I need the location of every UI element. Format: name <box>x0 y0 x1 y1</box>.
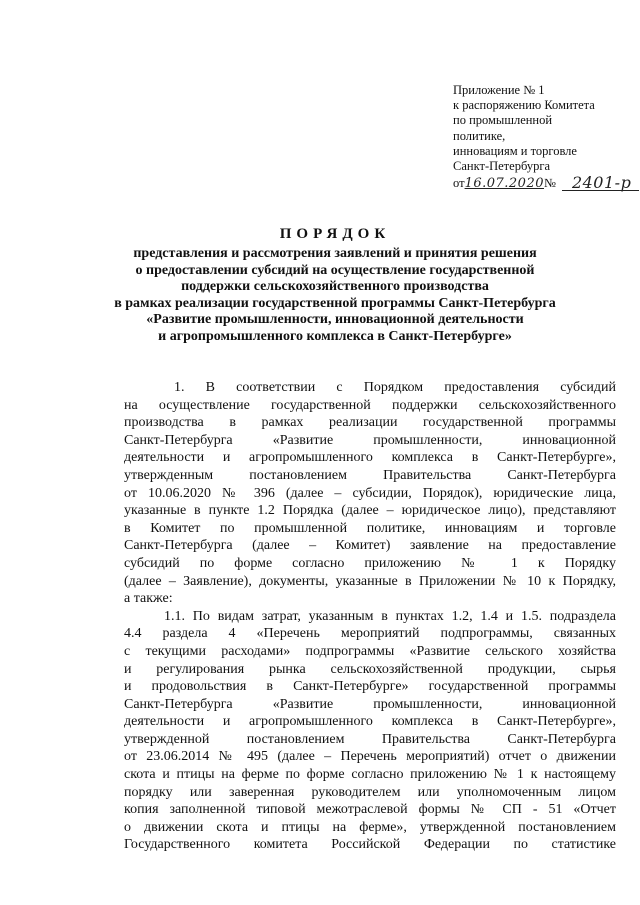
body-line: с текущими расходами» подпрограммы «Развитие сельского хозяйства <box>124 643 616 659</box>
body-line: указанные в пункте 1.2 Порядка (далее – юридическое лицо), представляют <box>124 503 616 519</box>
body-line: а также: <box>124 591 173 607</box>
appendix-line: политике, <box>453 128 506 143</box>
body-line: утвержденным постановлением Правительства Санкт-Петербурга <box>124 467 616 483</box>
body-line: (далее – Заявление), документы, указанные в Приложении № 10 к Порядку, <box>124 573 616 589</box>
document-title <box>100 224 570 346</box>
body-line: порядку или заверенная руководителем или уполномоченным лицом <box>124 784 616 800</box>
body-line: и регулирования рынка сельскохозяйственной продукции, сырья <box>124 661 616 677</box>
order-heading: ПОРЯДОК <box>279 226 391 242</box>
body-line: на осуществление государственной поддержки сельскохозяйственного <box>124 397 616 413</box>
body-line: от 10.06.2020 № 396 (далее – субсидии, Порядок), юридические лица, <box>124 485 616 501</box>
title-line: поддержки сельскохозяйственного производства <box>181 279 489 295</box>
body-line: в Комитет по промышленной политике, инновациям и торговле <box>124 520 616 536</box>
title-line: «Развитие промышленности, инновационной деятельности <box>146 312 524 328</box>
body-line: 4.4 раздела 4 «Перечень мероприятий подпрограммы, связанных <box>124 626 616 642</box>
body-line: от 23.06.2014 № 495 (далее – Перечень мероприятий) отчет о движении <box>124 749 616 765</box>
title-line: и агропромышленного комплекса в Санкт-Петербурге» <box>158 328 512 344</box>
appendix-line: к распоряжению Комитета <box>453 98 595 113</box>
body-line: о движении скота и птицы на ферме», утвержденной постановлением <box>124 819 616 835</box>
paragraph-1 <box>124 379 616 608</box>
appendix-header <box>453 83 632 193</box>
number-sign: № <box>544 176 556 191</box>
body-line: копия заполненной типовой межотраслевой формы № СП - 51 «Отчет <box>124 802 616 818</box>
body-line: Государственного комитета Российской Федерации по статистике <box>124 837 616 853</box>
appendix-line: по промышленной <box>453 113 553 128</box>
body-line: Санкт-Петербурга «Развитие промышленности, инновационной <box>124 432 616 448</box>
body-line: 1. В соответствии с Порядком предоставления субсидий <box>174 380 616 395</box>
handwritten-date: 16.07.2020 <box>464 176 544 192</box>
appendix-line: инновациям и торговле <box>453 143 577 158</box>
body-line: деятельности и агропромышленного комплекса в Санкт-Петербурге», <box>124 714 616 730</box>
body-line: утвержденной постановлением Правительства Санкт-Петербурга <box>124 731 616 747</box>
body-line: скота и птицы на ферме по форме согласно приложению № 1 к настоящему <box>124 767 616 783</box>
title-line: представления и рассмотрения заявлений и принятия решения <box>133 246 537 261</box>
body-line: производства в рамках реализации государственной программы <box>124 415 616 431</box>
document-body <box>124 379 616 854</box>
body-line: Санкт-Петербурга «Развитие промышленности, инновационной <box>124 696 616 712</box>
appendix-line: Санкт-Петербурга <box>453 159 551 174</box>
body-line: и продовольствия в Санкт-Петербурге» государственной программы <box>124 679 616 695</box>
body-line: 1.1. По видам затрат, указанным в пунктах 1.2, 1.4 и 1.5. подраздела <box>164 608 616 624</box>
body-line: Санкт-Петербурга (далее – Комитет) заявление на предоставление <box>124 538 616 554</box>
paragraph-1-1 <box>124 608 616 854</box>
appendix-line: Приложение № 1 <box>453 83 545 97</box>
title-line: о предоставлении субсидий на осуществление государственной <box>135 262 535 278</box>
body-line: деятельности и агропромышленного комплекса в Санкт-Петербурге», <box>124 450 616 466</box>
body-line: субсидий по форме согласно приложению № 1 к Порядку <box>124 555 616 571</box>
title-line: в рамках реализации государственной программы Санкт-Петербурга <box>114 295 556 311</box>
handwritten-number: 2401-р <box>562 175 639 191</box>
date-prefix: от <box>453 176 465 191</box>
appendix-date-number <box>453 173 632 193</box>
